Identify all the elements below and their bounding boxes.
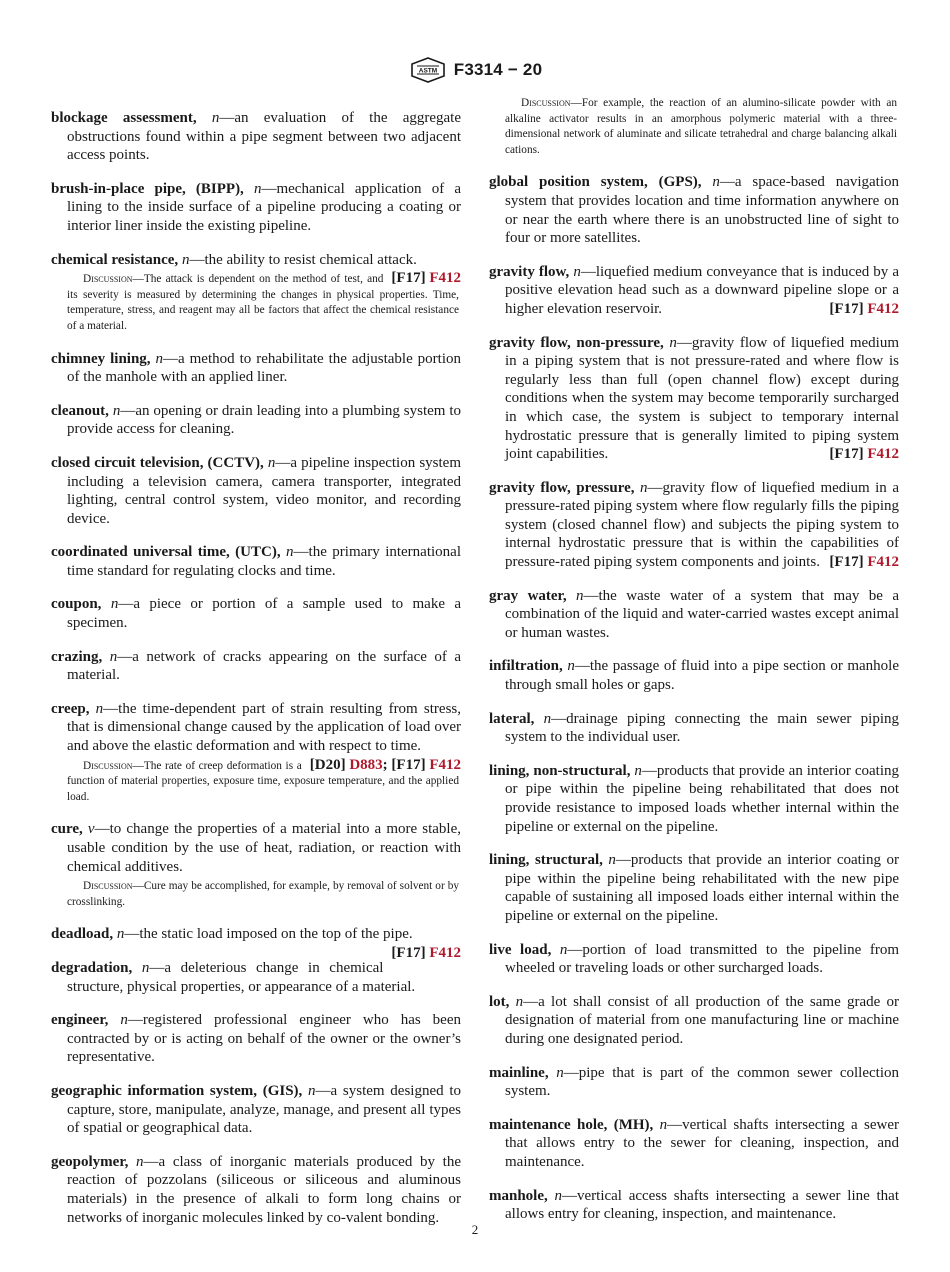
term-headword: creep, [51, 700, 90, 717]
definition-text: an opening or drain leading into a plumbing system to provide access for cleaning. [67, 402, 462, 438]
part-of-speech: n [712, 174, 720, 191]
definition-entry: geopolymer, n—a class of inorganic materials produced by the reaction of pozzolans (siliceous or siliceous and aluminous materials) in the presence of alkali to form long chains or networks of inorganic molecules linked by co-valent bonding. [51, 1153, 462, 1226]
definition-entry: degradation, n—a deleterious change in chemical structure, physical properties, or appearance of a material. [51, 959, 416, 995]
definition-text: a space-based navigation system that provides location and time information anywhere on or near the earth where there is an unobstructed line of sight to four or more satellites. [505, 174, 900, 247]
definition-text: a piece or portion of a sample used to make a specimen. [67, 596, 462, 632]
term-headword: chemical resistance, [51, 251, 179, 268]
part-of-speech: n [267, 454, 276, 471]
definition-entry: creep, n—the time-dependent part of strain resulting from stress, that is dimensional change caused by the application of load over and above the elastic deformation and with respect to time. [D20] D883; [F17] F412 [51, 700, 462, 773]
definition-text: registered professional engineer who has been contracted by or is acting on behalf of the owner or the owner’s representative. [67, 1012, 461, 1066]
definition-entry: lining, structural, n—products that provide an interior coating or pipe within the pipeline being rehabilitated with the new pipe capable of sustaining all imposed loads either internal within the pipeline or external on the pipeline. [489, 852, 899, 924]
definition-entry: gravity flow, pressure, n—gravity flow of liquefied medium in a pressure-rated piping system where flow regularly fills the piping system (closed channel flow) and subjects the piping system to internal hydrostatic pressure that is within the capabilities of pressure-rated piping system components and joints. [F17] F412 [489, 479, 899, 571]
term-headword: global position system, (GPS), [489, 174, 702, 191]
astm-logo-icon [408, 57, 448, 83]
term-headword: closed circuit television, (CCTV), [51, 454, 264, 471]
reference-tag: [F17] F412 [391, 944, 461, 961]
definition-entry: lateral, n—drainage piping connecting the main sewer piping system to the individual user. [489, 710, 900, 746]
term-headword: maintenance hole, (MH), [489, 1116, 654, 1133]
definition-text: vertical shafts intersecting a sewer that allows entry to the sewer for cleaning, inspection, and maintenance. [505, 1116, 899, 1170]
definition-text: the time-dependent part of strain resulting from stress, that is dimensional change caused by the application of load over and above the elastic deformation and with respect to time. [67, 700, 462, 755]
definition-text: a method to rehabilitate the adjustable portion of the manhole with an applied liner. [67, 350, 462, 386]
part-of-speech: n [640, 479, 648, 496]
part-of-speech: n [608, 852, 616, 869]
definition-text: drainage piping connecting the main sewer piping system to the individual user. [505, 710, 900, 746]
definition-text: mechanical application of a lining to the inside surface of a pipeline producing a coating or interior liner inside the existing pipeline. [67, 180, 462, 234]
reference-tag: [F17] F412 [829, 554, 899, 571]
definition-text: the waste water of a system that may be a combination of the liquid and water-carried wastes except animal or human wastes. [505, 587, 899, 641]
term-headword: gray water, [489, 587, 567, 604]
part-of-speech: n [634, 762, 642, 779]
part-of-speech: n [116, 926, 125, 943]
definition-text: an evaluation of the aggregate obstructions found within a pipe segment between two adjacent access points. [67, 110, 462, 164]
definition-entry: gravity flow, non-pressure, n—gravity flow of liquefied medium in a piping system that is not pressure-rated and where flow is regularly less than full (open channel flow) except during conditions when the system may become temporarily surcharged in which case, the system is subject to temporary internal hydrostatic pressure that is generally limited to piping system joint capabilities. [F17] F412 [489, 334, 900, 463]
part-of-speech: n [308, 1082, 316, 1099]
definition-text: the primary international time standard for regulating clocks and time. [67, 544, 461, 579]
term-headword: mainline, [489, 1064, 549, 1081]
term-headword: gravity flow, [489, 263, 570, 280]
page-header [0, 56, 950, 84]
part-of-speech: n [567, 658, 575, 675]
definition-entry: blockage assessment, n—an evaluation of the aggregate obstructions found within a pipe segment between two adjacent access points. [51, 110, 462, 164]
term-headword: chimney lining, [51, 350, 151, 367]
definition-entry: lot, n—a lot shall consist of all production of the same grade or designation of material from one manufacturing line or machine during one designated period. [489, 993, 900, 1047]
definition-text: the static load imposed on the top of the pipe. [139, 926, 413, 943]
part-of-speech: n [659, 1116, 668, 1133]
term-headword: coupon, [51, 596, 102, 613]
part-of-speech: n [109, 648, 118, 665]
definition-text: a lot shall consist of all production of the same grade or designation of material from one manufacturing line or machine during one designated period. [505, 993, 900, 1047]
part-of-speech: n [136, 1153, 144, 1170]
definition-text: a class of inorganic materials produced by the reaction of pozzolans (siliceous or siliceous and aluminous materials) in the presence of alkali to form long chains or networks of inorganic molecules linked by co-valent bonding. [67, 1153, 462, 1226]
discussion-label: Discussion [521, 97, 571, 109]
discussion-note: Discussion—The attack is dependent on the method of test, and its severity is measured by determining the changes in physical properties. Time, temperature, stress, and reagent may all be factors that affect the chemical resistance of a material. [67, 273, 459, 332]
definition-entry: gravity flow, n—liquefied medium conveyance that is induced by a positive elevation head such as a downward pipeline slope or a higher elevation reservoir. [F17] F412 [489, 263, 899, 317]
term-headword: geopolymer, [51, 1153, 129, 1170]
definition-text: gravity flow of liquefied medium in a pressure-rated piping system where flow regularly fills the piping system (closed channel flow) and subjects the piping system to internal hydrostatic pressure that is within the capabilities of pressure-rated piping system components and joints. [505, 479, 899, 571]
term-headword: degradation, [51, 959, 133, 976]
discussion-note: Discussion—For example, the reaction of an alumino-silicate powder with an alkaline activator results in an amorphous polymeric material with a three-dimensional network of aluminate and silicate tetrahedral and charge balancing alkali cations. [505, 97, 897, 156]
part-of-speech: n [669, 334, 677, 351]
term-headword: cleanout, [51, 402, 109, 419]
term-headword: live load, [489, 941, 552, 958]
part-of-speech: n [573, 263, 581, 280]
part-of-speech: n [211, 110, 220, 126]
discussion-note: Discussion—Cure may be accomplished, for example, by removal of solvent or by crosslinking. [67, 880, 459, 908]
definition-entry: mainline, n—pipe that is part of the common sewer collection system. [489, 1064, 899, 1100]
term-headword: geographic information system, (GIS), [51, 1082, 303, 1099]
definition-entry: cleanout, n—an opening or drain leading into a plumbing system to provide access for cleaning. [51, 402, 462, 438]
term-headword: infiltration, [489, 658, 563, 675]
part-of-speech: n [95, 700, 104, 717]
reference-tag: [F17] F412 [391, 270, 461, 287]
term-headword: lining, non-structural, [489, 762, 631, 779]
definition-text: a deleterious change in chemical structure, physical properties, or appearance of a material. [67, 959, 416, 995]
page-number: 2 [471, 1222, 479, 1237]
definition-entry: global position system, (GPS), n—a space-based navigation system that provides location and time information anywhere on or near the earth where there is an unobstructed line of sight to four or more satellites. [489, 174, 900, 247]
definition-entry: geographic information system, (GIS), n—a system designed to capture, store, manipulate, analyze, manage, and present all types of spatial or geographical data. [51, 1082, 461, 1137]
part-of-speech: n [554, 1187, 562, 1204]
standard-reference-link[interactable]: F412 [867, 446, 899, 463]
term-headword: lot, [489, 993, 510, 1010]
part-of-speech: n [141, 959, 150, 976]
definition-entry: chimney lining, n—a method to rehabilitate the adjustable portion of the manhole with an applied liner. [51, 350, 462, 386]
standard-reference-link[interactable]: F412 [867, 300, 899, 317]
part-of-speech: n [155, 350, 164, 367]
definition-entry: infiltration, n—the passage of fluid into a pipe section or manhole through small holes or gaps. [489, 658, 900, 694]
term-headword: cure, [51, 821, 83, 838]
definition-text: the passage of fluid into a pipe section or manhole through small holes or gaps. [505, 658, 900, 694]
definition-entry: maintenance hole, (MH), n—vertical shafts intersecting a sewer that allows entry to the sewer for cleaning, inspection, and maintenance. [489, 1116, 899, 1170]
discussion-label: Discussion [83, 759, 133, 772]
term-headword: gravity flow, non-pressure, [489, 334, 664, 351]
reference-tag: [F17] F412 [829, 300, 899, 317]
definition-text: vertical access shafts intersecting a sewer line that allows entry for cleaning, inspection, and maintenance. [505, 1187, 899, 1223]
svg-text:ASTM: ASTM [418, 67, 437, 75]
standard-reference-link[interactable]: D883 [349, 756, 383, 773]
term-headword: coordinated universal time, (UTC), [51, 544, 281, 561]
definition-entry: live load, n—portion of load transmitted to the pipeline from wheeled or traveling loads or other surcharged loads. [489, 941, 899, 977]
discussion-label: Discussion [83, 880, 133, 893]
part-of-speech: n [556, 1064, 564, 1081]
definition-entry: gray water, n—the waste water of a system that may be a combination of the liquid and water-carried wastes except animal or human wastes. [489, 587, 899, 641]
term-headword: blockage assessment, [51, 110, 197, 126]
part-of-speech: n [112, 402, 121, 419]
term-headword: deadload, [51, 926, 114, 943]
definition-entry: closed circuit television, (CCTV), n—a pipeline inspection system including a television camera, camera transporter, integrated lighting, central control system, video monitor, and recording device. [51, 454, 461, 527]
definition-text: portion of load transmitted to the pipeline from wheeled or traveling loads or other surcharged loads. [505, 941, 899, 977]
term-headword: engineer, [51, 1012, 109, 1029]
part-of-speech: n [181, 251, 190, 268]
definition-entry: brush-in-place pipe, (BIPP), n—mechanical application of a lining to the inside surface of a pipeline producing a coating or interior liner inside the existing pipeline. [51, 180, 462, 234]
definition-entry: chemical resistance, n—the ability to resist chemical attack. [F17] F412 [51, 251, 461, 287]
reference-tag: [F17] F412 [829, 446, 899, 463]
definition-entry: cure, v—to change the properties of a material into a more stable, usable condition by the use of heat, radiation, or reaction with chemical additives. [51, 821, 462, 875]
standard-reference-link[interactable]: F412 [867, 554, 899, 571]
definition-text: a network of cracks appearing on the surface of a material. [67, 648, 462, 684]
part-of-speech: n [576, 587, 584, 604]
term-headword: gravity flow, pressure, [489, 479, 635, 496]
standard-reference-link[interactable]: F412 [429, 944, 461, 961]
definition-text: products that provide an interior coating or pipe within the pipeline being rehabilitated that does not provide resistance to imposed loads whether internal within the pipeline or external on the pipeline. [505, 762, 899, 835]
definition-text: products that provide an interior coating or pipe within the pipeline being rehabilitated with the new pipe capable of sustaining all imposed loads either internal within the pipeline or external on the pipeline. [505, 852, 899, 924]
part-of-speech: n [515, 993, 524, 1010]
part-of-speech: v [87, 821, 95, 838]
definition-entry: manhole, n—vertical access shafts intersecting a sewer line that allows entry for cleaning, inspection, and maintenance. [489, 1187, 899, 1223]
definition-entry: crazing, n—a network of cracks appearing on the surface of a material. [51, 648, 462, 684]
term-headword: crazing, [51, 648, 103, 665]
definition-text: the ability to resist chemical attack. [204, 251, 417, 268]
reference-tag: [D20] D883; [F17] F412 [309, 756, 461, 773]
discussion-label: Discussion [83, 273, 133, 286]
term-headword: manhole, [489, 1187, 548, 1204]
definition-entry: coordinated universal time, (UTC), n—the primary international time standard for regulating clocks and time. [51, 544, 461, 579]
definition-text: a pipeline inspection system including a television camera, camera transporter, integrated lighting, central control system, video monitor, and recording device. [67, 454, 461, 527]
part-of-speech: n [110, 596, 119, 613]
term-headword: brush-in-place pipe, (BIPP), [51, 180, 244, 197]
term-headword: lining, structural, [489, 852, 603, 869]
definition-text: a system designed to capture, store, manipulate, analyze, manage, and present all types of spatial or geographical data. [67, 1082, 461, 1137]
definition-entry: deadload, n—the static load imposed on the top of the pipe. [F17] F412 [51, 926, 461, 961]
part-of-speech: n [253, 180, 262, 197]
term-headword: lateral, [489, 710, 535, 727]
definition-text: gravity flow of liquefied medium in a piping system that is not pressure-rated and where flow is regularly less than full (open channel flow) except during conditions when the system may become temporarily surcharged in which case, the system is subject to temporary internal hydrostatic pressure that is generally limited to piping system joint capabilities. [505, 334, 900, 463]
part-of-speech: n [559, 941, 568, 958]
definition-text: liquefied medium conveyance that is induced by a positive elevation head such as a downward pipeline slope or a higher elevation reservoir. [505, 263, 899, 317]
part-of-speech: n [286, 544, 294, 561]
definition-entry: engineer, n—registered professional engineer who has been contracted by or is acting on behalf of the owner or the owner’s representative. [51, 1012, 461, 1066]
definition-entry: lining, non-structural, n—products that provide an interior coating or pipe within the pipeline being rehabilitated that does not provide resistance to imposed loads whether internal within the pipeline or external on the pipeline. [489, 762, 899, 835]
document-number: F3314 − 20 [453, 60, 543, 79]
part-of-speech: n [543, 710, 552, 727]
right-column [489, 94, 899, 1234]
definition-text: pipe that is part of the common sewer collection system. [505, 1064, 899, 1100]
left-column [51, 94, 461, 1238]
definition-entry: coupon, n—a piece or portion of a sample used to make a specimen. [51, 596, 462, 632]
standard-reference-link[interactable]: F412 [429, 756, 461, 773]
part-of-speech: n [120, 1012, 128, 1029]
standard-reference-link[interactable]: F412 [429, 270, 461, 287]
definition-text: to change the properties of a material into a more stable, usable condition by the use of heat, radiation, or reaction with chemical additives. [67, 821, 462, 875]
discussion-note: Discussion—The rate of creep deformation is a function of material properties, exposure time, exposure temperature, and the applied load. [67, 759, 459, 803]
